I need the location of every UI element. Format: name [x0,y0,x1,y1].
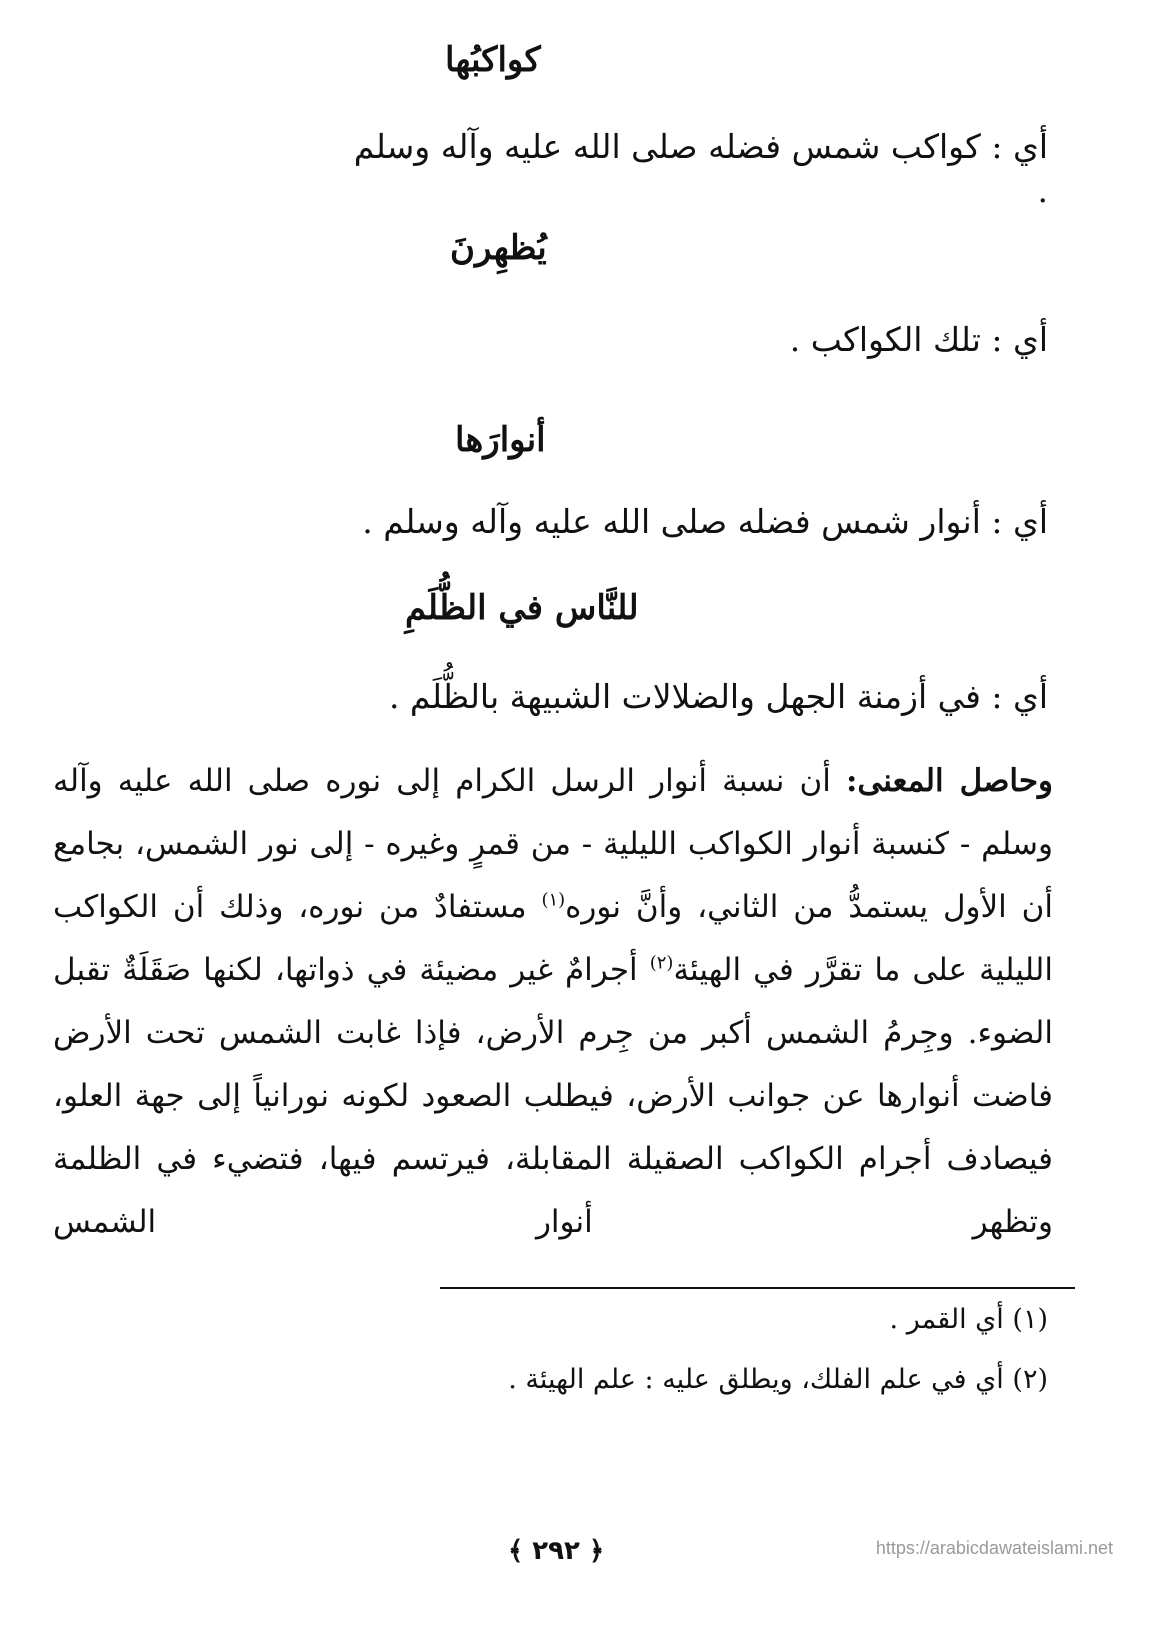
gloss-text: كواكب شمس فضله صلى الله عليه وآله وسلم . [353,127,1048,210]
paragraph-text-2: مستفادٌ من نوره، وذلك أن الكواكب الليلية على ما تقرَّر في الهيئة [53,889,1053,988]
gloss-2 [348,318,1048,362]
footnote-2 [248,1360,1048,1400]
page-number: ﴿ ٢٩٢ ﴾ [508,1536,605,1566]
paragraph-text-1: أن نسبة أنوار الرسل الكرام إلى نوره صلى الله عليه وآله وسلم - كنسبة أنوار الكواكب الليلية - من قمرٍ وغيره - إلى نور الشمس، بجامع أن الأول يستمدُّ من الثاني، وأنَّ نوره [53,763,1053,925]
gloss-3 [348,500,1048,544]
footnote-ref-1[interactable]: (١) [541,889,566,911]
footnote-mark: (٢) [1012,1364,1048,1395]
watermark-url: https://arabicdawateislami.net [875,1538,1113,1558]
paragraph-text-3: أجرامٌ غير مضيئة في ذواتها، لكنها صَقَلَةٌ تقبل الضوء. وجِرمُ الشمس أكبر من جِرم الأرض، فإذا غابت الشمس تحت الأرض فاضت أنوارها عن جوانب الأرض، فيطلب الصعود لكونه نورانياً إلى جهة العلو، فيصادف أجرام الكواكب الصقيلة المقابلة، فيرتسم فيها، فتضيء في الظلمة وتظهر أنوار الشمس [53,952,1053,1240]
gloss-text: في أزمنة الجهل والضلالات الشبيهة بالظُّلَم . [388,677,992,716]
section-heading-1: كواكبُها [445,40,541,80]
gloss-prefix: أي : [991,502,1048,541]
gloss-4 [348,675,1048,719]
gloss-text: أنوار شمس فضله صلى الله عليه وآله وسلم . [362,502,992,541]
gloss-prefix: أي : [991,127,1048,166]
footnote-text: أي القمر . [889,1304,1013,1335]
section-heading-4: للنَّاس في الظُّلَمِ [405,588,639,628]
commentary-paragraph [53,750,1053,1254]
footnote-text: أي في علم الفلك، ويطلق عليه : علم الهيئة . [508,1364,1013,1395]
gloss-prefix: أي : [991,320,1048,359]
section-heading-2: يُظهِرنَ [450,228,547,268]
section-heading-3: أنوارَها [455,420,546,460]
footnote-1 [248,1300,1048,1340]
footnote-mark: (١) [1012,1304,1048,1335]
footnote-ref-2[interactable]: (٢) [649,952,674,974]
paragraph-lead: وحاصل المعنى: [845,763,1053,799]
gloss-prefix: أي : [991,677,1048,716]
footnote-divider [440,1287,1075,1289]
gloss-text: تلك الكواكب . [789,320,992,359]
gloss-1 [348,125,1048,213]
